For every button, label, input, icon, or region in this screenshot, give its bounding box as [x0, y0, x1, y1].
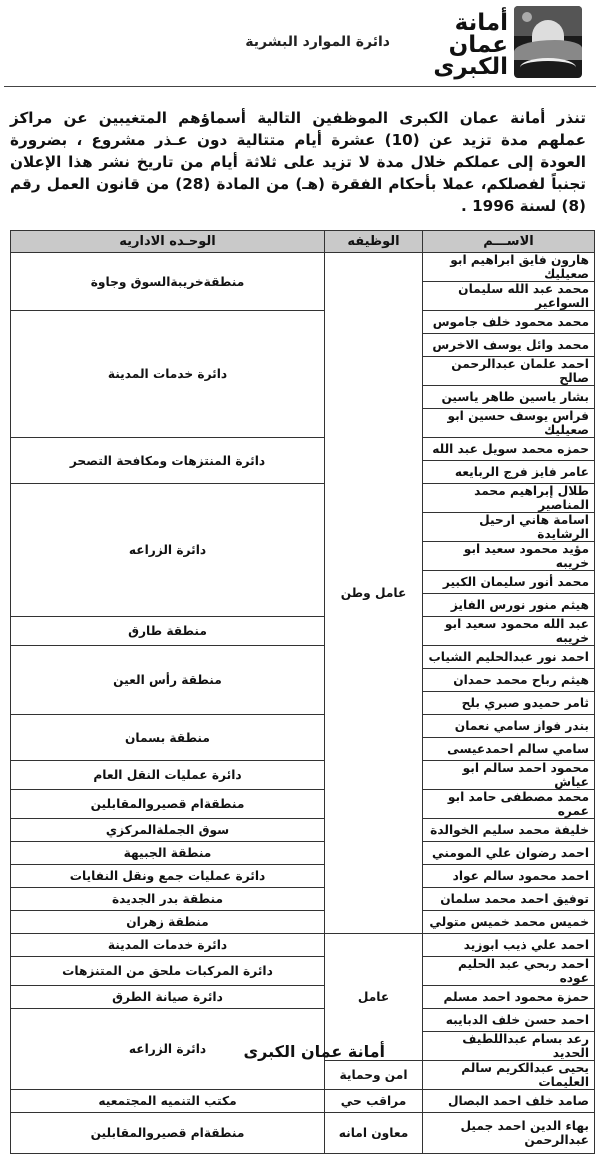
table-row — [11, 957, 595, 986]
employee-name: فراس يوسف حسين ابو صعيليك — [423, 409, 595, 438]
admin-unit: منطقة رأس العين — [11, 646, 325, 715]
table-row — [11, 438, 595, 461]
admin-unit: منطقة بدر الجديدة — [11, 888, 325, 911]
employee-name: طلال إبراهيم محمد المناصير — [423, 484, 595, 513]
table-row — [11, 842, 595, 865]
employee-name: هيثم منور نورس الفايز — [423, 594, 595, 617]
admin-unit: دائرة عمليات النقل العام — [11, 761, 325, 790]
employee-name: بهاء الدين احمد جميل عبدالرحمن — [423, 1113, 595, 1154]
admin-unit: مكتب التنميه المجتمعيه — [11, 1090, 325, 1113]
table-row — [11, 761, 595, 790]
table-row — [11, 715, 595, 738]
employee-name: حمزة محمود احمد مسلم — [423, 986, 595, 1009]
admin-unit: منطقة زهران — [11, 911, 325, 934]
job-title: مراقب حي — [325, 1090, 423, 1113]
admin-unit: منطقة الجبيهة — [11, 842, 325, 865]
table-header-row — [11, 231, 595, 253]
logo-line: الكبرى — [433, 54, 508, 80]
admin-unit: منطقة بسمان — [11, 715, 325, 761]
notice-text: تنذر أمانة عمان الكبرى الموظفين التالية أسماؤهم المتغيبين عن مراكز عملهم مدة تزيد عن (10) عشرة أيام متتالية دون عـذر مشروع ، بضرورة العودة إلى عملكم خلال مدة لا تزيد على ثلاثة أيام من تاريخ نشر هذا الإعلان تجنباً لفصلكم، عملا بأحكام الفقرة (هـ) من المادة (28) من قانون العمل رقم (8) لسنة 1996 . — [10, 109, 587, 216]
employee-name: احمد رضوان علي المومني — [423, 842, 595, 865]
admin-unit: منطقةام قصيروالمقابلين — [11, 1113, 325, 1154]
employee-name: يحيى عبدالكريم سالم العليمات — [423, 1061, 595, 1090]
table-row — [11, 253, 595, 282]
admin-unit: دائرة الزراعه — [11, 484, 325, 617]
employee-name: بندر فواز سامي نعمان — [423, 715, 595, 738]
table-row — [11, 617, 595, 646]
unit-header: الوحـده الاداريه — [11, 231, 325, 253]
job-title: عامل وطن — [325, 253, 423, 934]
table-row — [11, 790, 595, 819]
employee-name: عبد الله محمود سعيد ابو خريبه — [423, 617, 595, 646]
department-name: دائرة الموارد البشرية — [245, 34, 390, 50]
table-row — [11, 1090, 595, 1113]
header — [0, 0, 600, 86]
employee-name: محمود احمد سالم ابو عياش — [423, 761, 595, 790]
employee-name: سامي سالم احمدعيسى — [423, 738, 595, 761]
admin-unit: منطقةام قصيروالمقابلين — [11, 790, 325, 819]
job-header: الوظيفه — [325, 231, 423, 253]
employee-name: احمد حسن خلف الدبايبه — [423, 1009, 595, 1032]
admin-unit: دائرة صيانة الطرق — [11, 986, 325, 1009]
employee-name: حمزه محمد سويل عبد الله — [423, 438, 595, 461]
employee-name: توفيق احمد محمد سلمان — [423, 888, 595, 911]
employee-name: رعد بسام عبداللطيف الحديد — [423, 1032, 595, 1061]
employee-name: احمد ربحي عبد الحليم عوده — [423, 957, 595, 986]
employee-name: خليفة محمد سليم الخوالدة — [423, 819, 595, 842]
footer-signature: أمانة عمان الكبرى — [243, 1042, 385, 1061]
gam-logo — [404, 6, 582, 82]
employee-name: محمد عبد الله سليمان السواعير — [423, 282, 595, 311]
employee-table — [10, 230, 595, 1154]
amman-emblem-icon — [514, 6, 582, 78]
job-title: امن وحماية — [325, 1061, 423, 1090]
employee-name: ثامر حميدو صبري بلح — [423, 692, 595, 715]
admin-unit: دائرة عمليات جمع ونقل النفايات — [11, 865, 325, 888]
job-title: عامل — [325, 934, 423, 1061]
admin-unit: منطقةخريبةالسوق وجاوة — [11, 253, 325, 311]
employee-name: احمد علمان عبدالرحمن صالح — [423, 357, 595, 386]
table-row — [11, 865, 595, 888]
employee-name: هيثم رباح محمد حمدان — [423, 669, 595, 692]
employee-name: مؤيد محمود سعيد ابو خريبه — [423, 542, 595, 571]
employee-name: محمد محمود خلف جاموس — [423, 311, 595, 334]
logo-line: أمانة — [454, 10, 508, 36]
logo-line: عمان — [448, 32, 508, 58]
header-divider — [4, 86, 596, 87]
table-row — [11, 484, 595, 513]
employee-name: احمد علي ذيب ابوزيد — [423, 934, 595, 957]
employee-name: عامر فايز فرج الربايعه — [423, 461, 595, 484]
employee-name: هارون فايق ابراهيم ابو صعيليك — [423, 253, 595, 282]
employee-name: محمد وائل يوسف الاخرس — [423, 334, 595, 357]
table-row — [11, 1113, 595, 1154]
employee-name: محمد مصطفى حامد ابو عمره — [423, 790, 595, 819]
admin-unit: سوق الجملةالمركزي — [11, 819, 325, 842]
name-header: الاســـم — [423, 231, 595, 253]
table-row — [11, 934, 595, 957]
admin-unit: دائرة خدمات المدينة — [11, 934, 325, 957]
table-row — [11, 819, 595, 842]
employee-name: اسامة هاني ارحيل الرشايدة — [423, 513, 595, 542]
employee-name: بشار ياسين طاهر ياسين — [423, 386, 595, 409]
employee-name: احمد محمود سالم عواد — [423, 865, 595, 888]
table-row — [11, 986, 595, 1009]
admin-unit: دائرة خدمات المدينة — [11, 311, 325, 438]
table-row — [11, 888, 595, 911]
employee-name: محمد أنور سليمان الكبير — [423, 571, 595, 594]
employee-name: صامد خلف احمد البصال — [423, 1090, 595, 1113]
employee-name: خميس محمد خميس متولي — [423, 911, 595, 934]
table-row — [11, 911, 595, 934]
table-row — [11, 646, 595, 669]
employee-name: احمد نور عبدالحليم الشياب — [423, 646, 595, 669]
admin-unit: منطقة طارق — [11, 617, 325, 646]
admin-unit: دائرة الزراعه — [11, 1009, 325, 1090]
job-title: معاون امانه — [325, 1113, 423, 1154]
admin-unit: دائرة المنتزهات ومكافحة التصحر — [11, 438, 325, 484]
table-row — [11, 311, 595, 334]
logo-text — [408, 12, 508, 78]
admin-unit: دائرة المركبات ملحق من المتنزهات — [11, 957, 325, 986]
table-row — [11, 1009, 595, 1032]
